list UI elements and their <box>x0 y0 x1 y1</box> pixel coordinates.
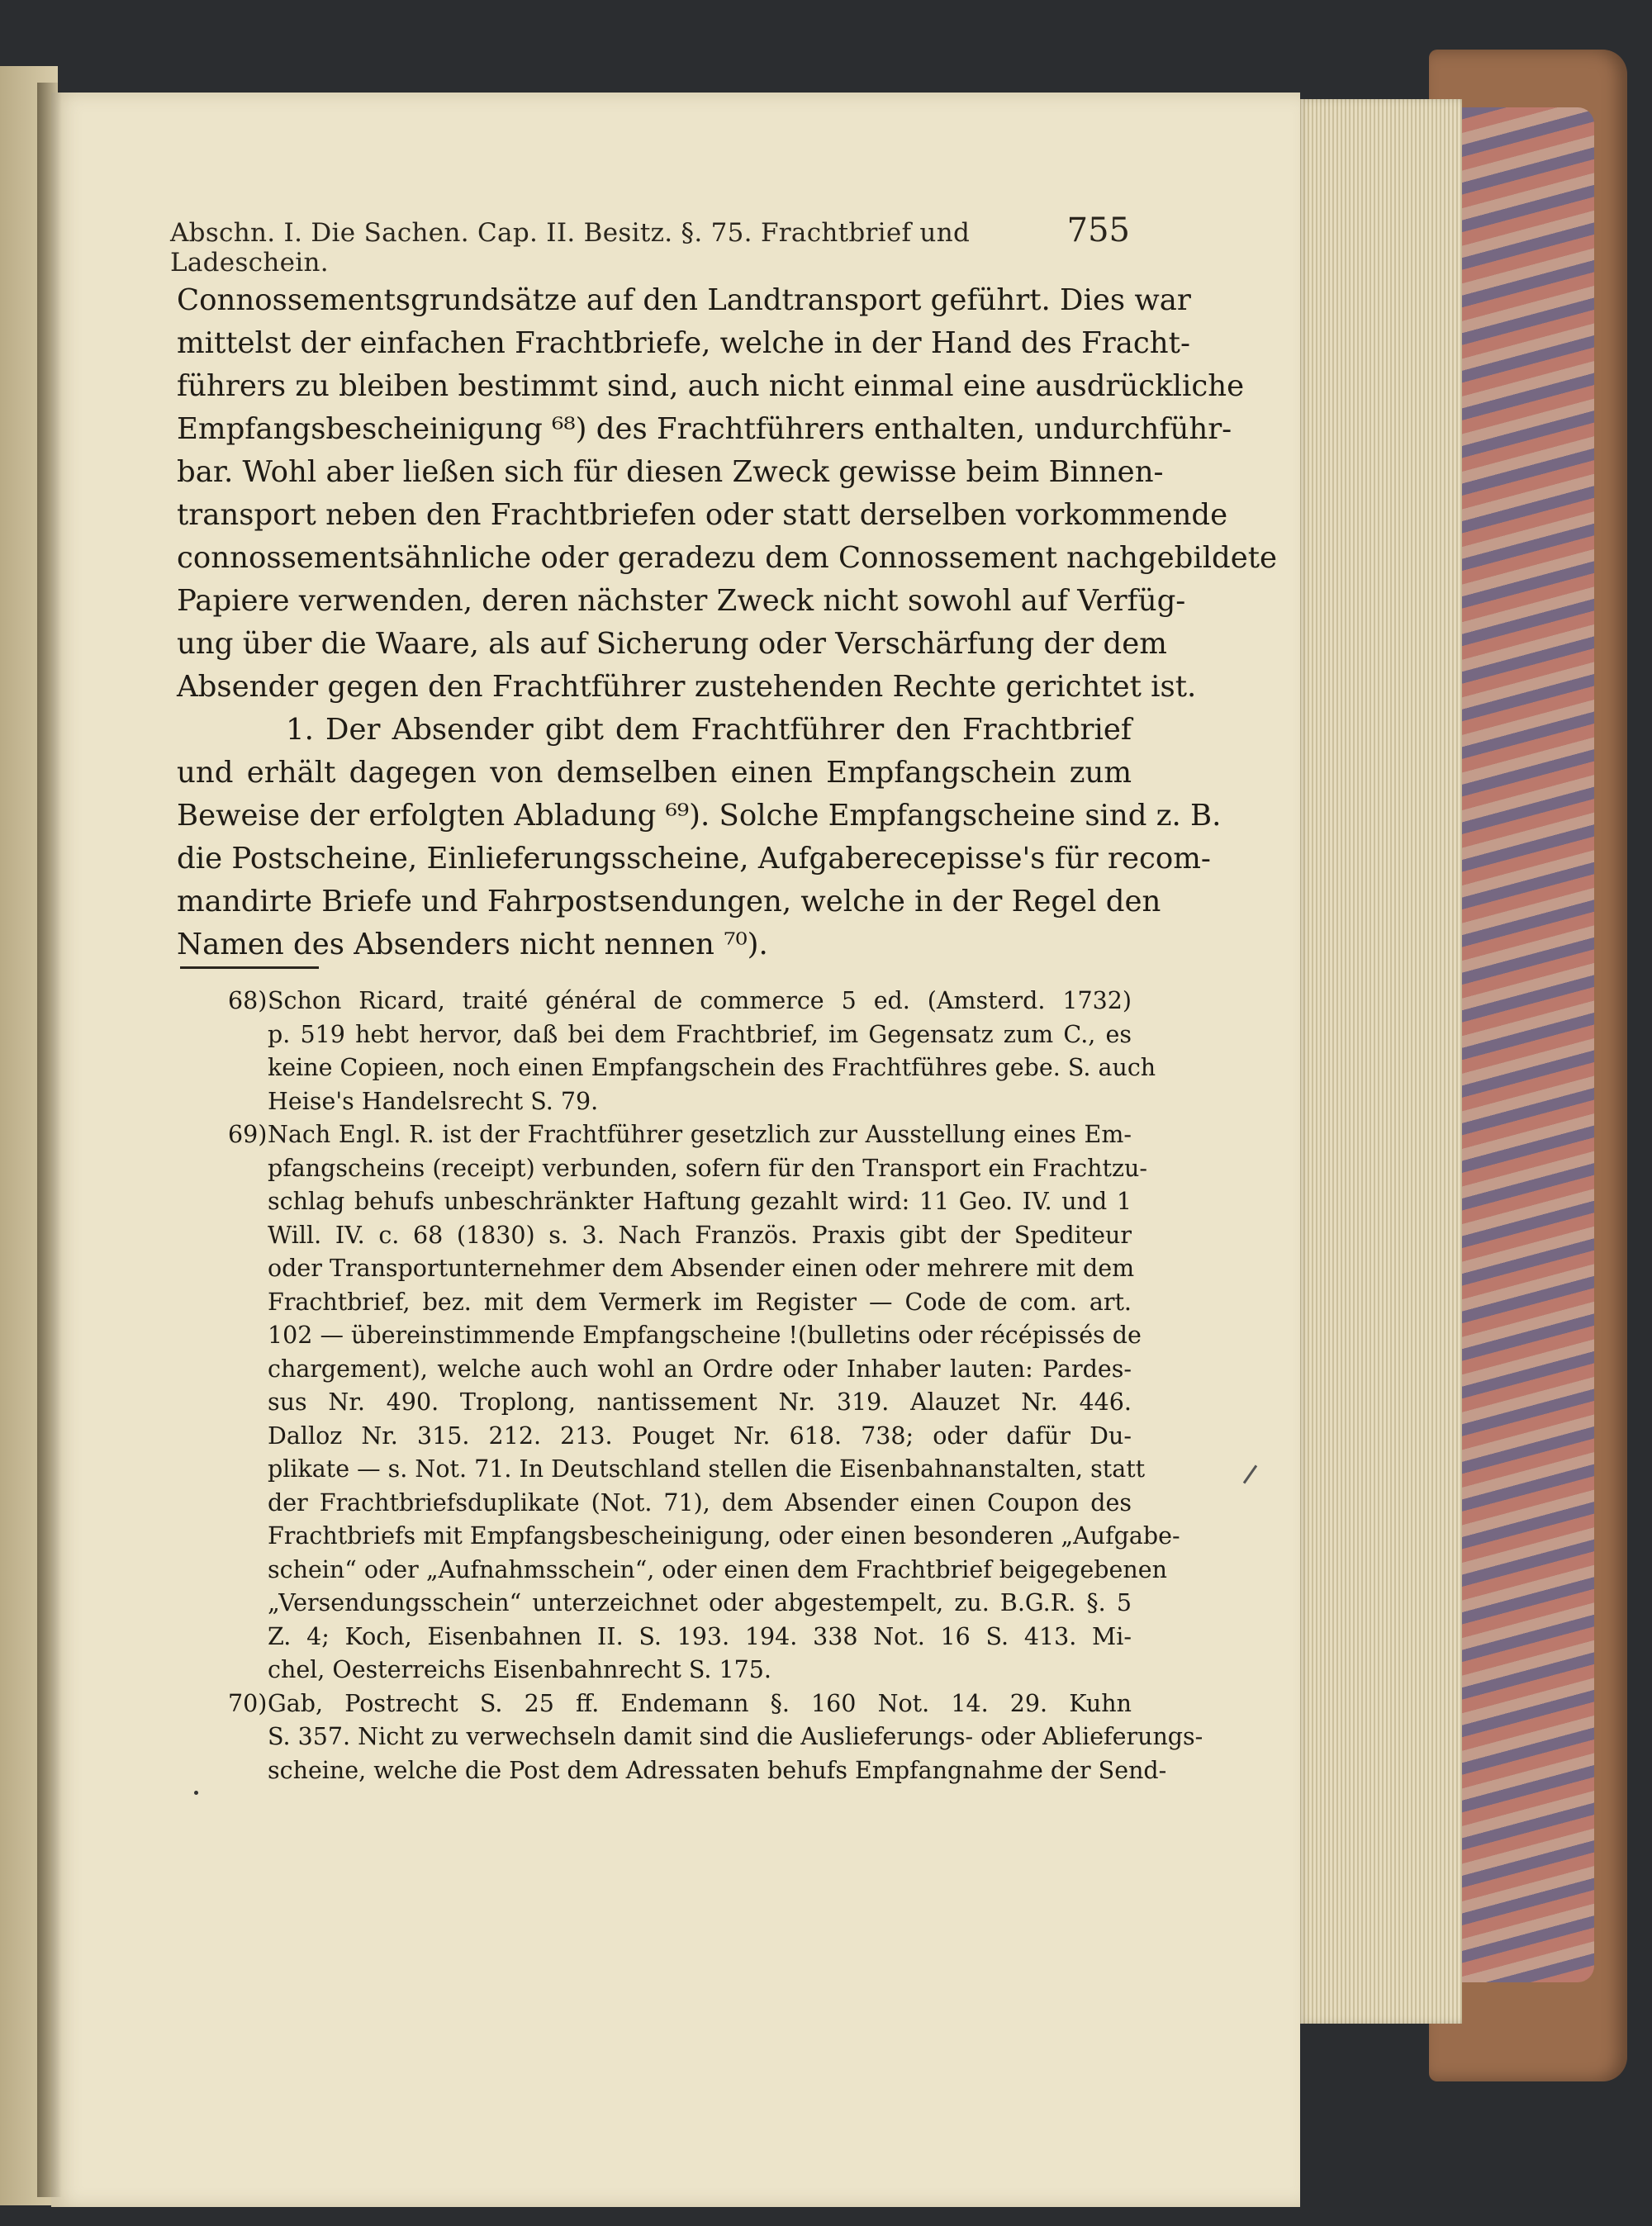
ink-dot <box>194 1791 198 1795</box>
footnote-line: Frachtbrief, bez. mit dem Vermerk im Register — Code de com. art. <box>268 1288 1132 1316</box>
main-text <box>177 279 1278 966</box>
text-line: mandirte Briefe und Fahrpostsendungen, welche in der Regel den <box>177 885 1161 918</box>
text-line: Connossementsgrundsätze auf den Landtransport geführt. Dies war <box>177 283 1191 317</box>
running-header <box>170 211 1130 278</box>
footnotes <box>177 985 1203 1787</box>
text-line: ung über die Waare, als auf Sicherung oder Verschärfung der dem <box>177 627 1167 661</box>
footnote-line: p. 519 hebt hervor, daß bei dem Frachtbrief, im Gegensatz zum C., es <box>268 1020 1132 1048</box>
footnote-line: oder Transportunternehmer dem Absender einen oder mehrere mit dem <box>268 1255 1135 1282</box>
footnote-69 <box>86 1118 1180 1687</box>
text-line: 1. Der Absender gibt dem Frachtführer den Frachtbrief <box>286 713 1132 747</box>
footnote-number: 68) <box>228 987 268 1014</box>
footnote-line: Z. 4; Koch, Eisenbahnen II. S. 193. 194. 338 Not. 16 S. 413. Mi- <box>268 1622 1132 1650</box>
footnote-line: Schon Ricard, traité général de commerce 5 ed. (Amsterd. 1732) <box>268 987 1132 1014</box>
text-line: mittelst der einfachen Frachtbriefe, welche in der Hand des Fracht- <box>177 326 1190 360</box>
footnote-line: keine Copieen, noch einen Empfangschein des Frachtführes gebe. S. auch <box>268 1054 1156 1081</box>
text-line: die Postscheine, Einlieferungsscheine, Aufgaberecepisse's für recom- <box>177 842 1211 876</box>
footnote-line: plikate — s. Not. 71. In Deutschland stellen die Eisenbahnanstalten, statt <box>268 1455 1146 1483</box>
footnote-line: Frachtbriefs mit Empfangsbescheinigung, oder einen besonderen „Aufgabe- <box>268 1522 1180 1550</box>
page-number: 755 <box>1066 211 1130 249</box>
text-line: Beweise der erfolgten Abladung ⁶⁹). Solche Empfangscheine sind z. B. <box>177 799 1222 833</box>
footnote-rule <box>180 966 319 969</box>
running-title: Abschn. I. Die Sachen. Cap. II. Besitz. §. 75. Frachtbrief und Ladeschein. <box>170 218 971 278</box>
footnote-line: Gab, Postrecht S. 25 ff. Endemann §. 160 Not. 14. 29. Kuhn <box>268 1689 1132 1717</box>
footnote-line: chel, Oesterreichs Eisenbahnrecht S. 175. <box>268 1656 771 1683</box>
footnote-line: schlag behufs unbeschränkter Haftung gezahlt wird: 11 Geo. IV. und 1 <box>268 1188 1132 1215</box>
footnote-line: „Versendungsschein“ unterzeichnet oder abgestempelt, zu. B.G.R. §. 5 <box>268 1589 1132 1616</box>
spine-shadow <box>37 83 62 2197</box>
text-line: transport neben den Frachtbriefen oder statt derselben vorkommende <box>177 498 1228 532</box>
footnote-line: Nach Engl. R. ist der Frachtführer gesetzlich zur Ausstellung eines Em- <box>268 1121 1132 1148</box>
footnote-line: chargement), welche auch wohl an Ordre oder Inhaber lauten: Pardes- <box>268 1355 1132 1383</box>
footnote-70 <box>86 1687 1203 1788</box>
footnote-line: sus Nr. 490. Troplong, nantissement Nr. 319. Alauzet Nr. 446. <box>268 1388 1132 1416</box>
text-line: Papiere verwenden, deren nächster Zweck nicht sowohl auf Verfüg- <box>177 584 1186 618</box>
footnote-line: scheine, welche die Post dem Adressaten behufs Empfangnahme der Send- <box>268 1756 1167 1784</box>
text-line: Empfangsbescheinigung ⁶⁸) des Frachtführers enthalten, undurchführ- <box>177 412 1232 446</box>
text-line: bar. Wohl aber ließen sich für diesen Zweck gewisse beim Binnen- <box>177 455 1164 489</box>
text-line: Absender gegen den Frachtführer zustehenden Rechte gerichtet ist. <box>177 670 1197 704</box>
footnote-68 <box>86 985 1156 1118</box>
footnote-number: 70) <box>228 1689 268 1717</box>
page-stack-edge <box>1297 99 1462 2024</box>
footnote-line: pfangscheins (receipt) verbunden, sofern für den Transport ein Frachtzu- <box>268 1154 1147 1182</box>
footnote-line: Will. IV. c. 68 (1830) s. 3. Nach Französ. Praxis gibt der Spediteur <box>268 1221 1132 1249</box>
text-line: connossementsähnliche oder geradezu dem Connossement nachgebildete <box>177 541 1278 575</box>
footnote-number: 69) <box>228 1121 268 1148</box>
footnote-line: schein“ oder „Aufnahmsschein“, oder einen dem Frachtbrief beigegebenen <box>268 1555 1167 1583</box>
text-line: führers zu bleiben bestimmt sind, auch nicht einmal eine ausdrückliche <box>177 369 1245 403</box>
footnote-line: Dalloz Nr. 315. 212. 213. Pouget Nr. 618. 738; oder dafür Du- <box>268 1422 1132 1450</box>
footnote-line: 102 — übereinstimmende Empfangscheine !(bulletins oder récépissés de <box>268 1322 1142 1349</box>
footnote-line: S. 357. Nicht zu verwechseln damit sind die Auslieferungs- oder Ablieferungs- <box>268 1723 1203 1750</box>
footnote-line: der Frachtbriefsduplikate (Not. 71), dem Absender einen Coupon des <box>268 1488 1132 1516</box>
text-line: Namen des Absenders nicht nennen ⁷⁰). <box>177 928 768 961</box>
marbled-edge <box>1462 107 1594 1982</box>
text-line: und erhält dagegen von demselben einen Empfangschein zum <box>177 756 1132 790</box>
footnote-line: Heise's Handelsrecht S. 79. <box>268 1087 599 1115</box>
